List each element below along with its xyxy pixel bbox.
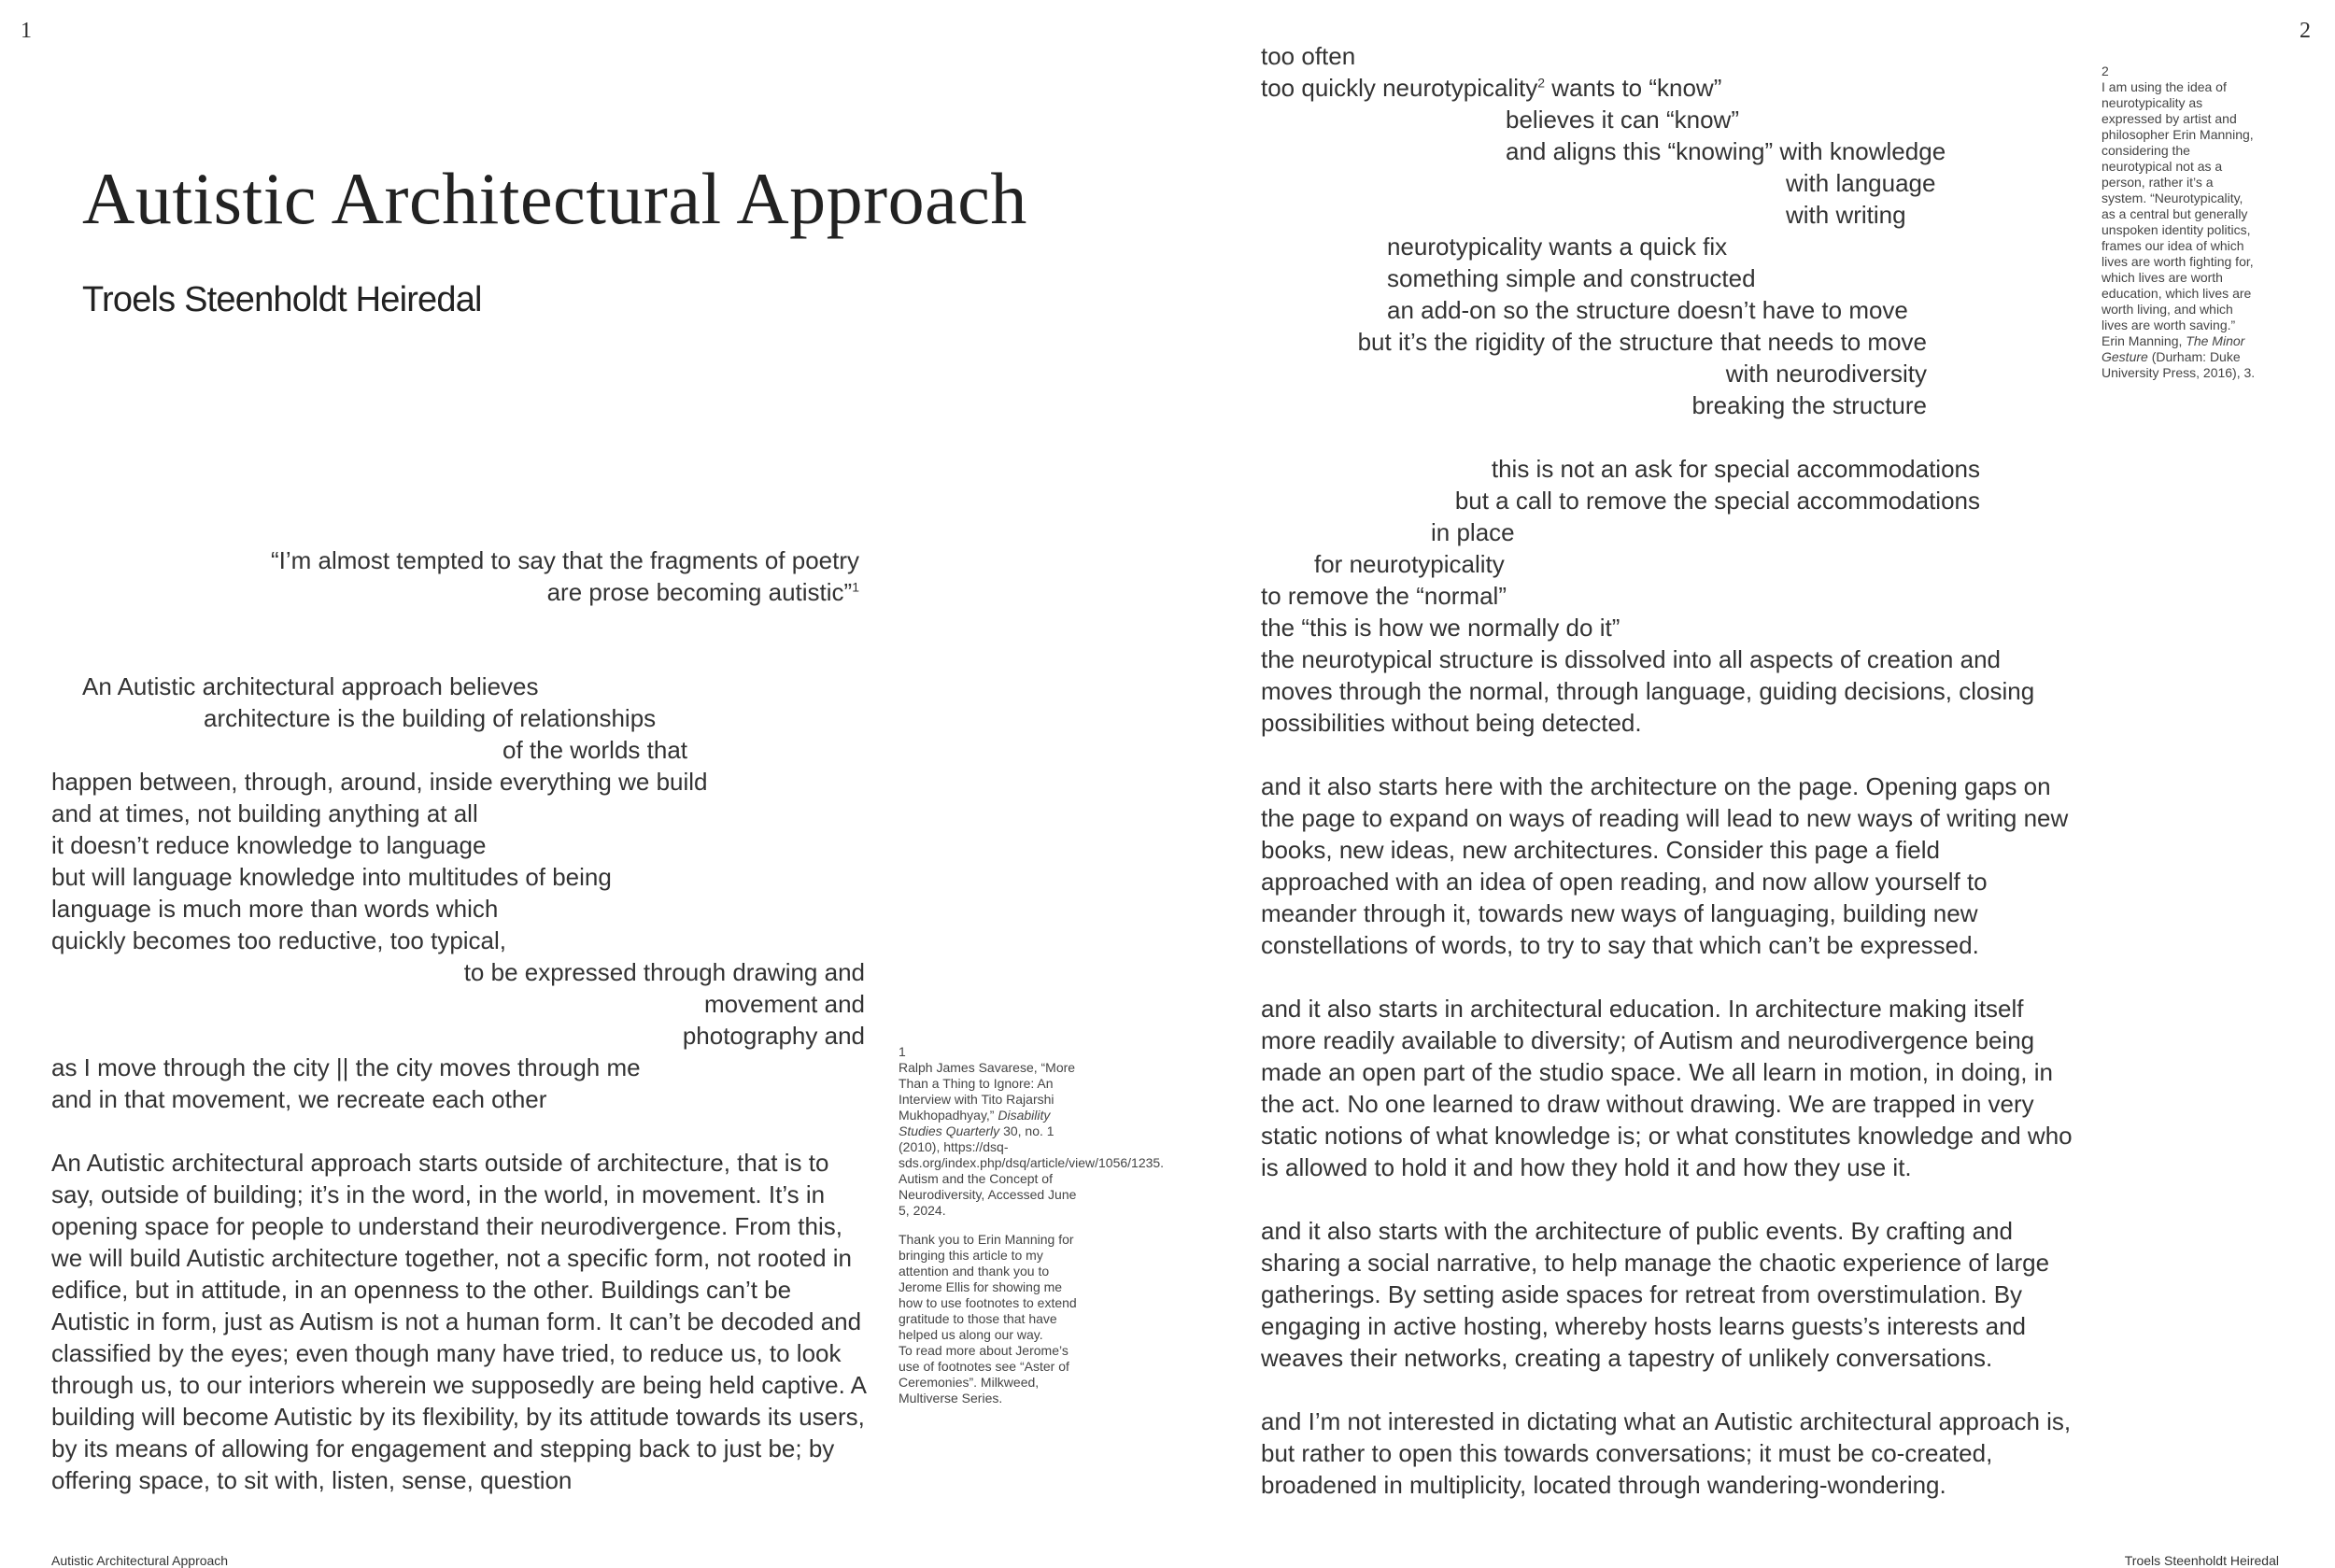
page-number-right: 2: [2300, 19, 2311, 43]
poem-left-line: photography and: [682, 1022, 865, 1050]
poem-left-line: of the worlds that: [502, 736, 687, 764]
footnote-2-number: 2: [2102, 64, 2109, 78]
footnote-1: [899, 1044, 1165, 1406]
footnote-1-more: To read more about Jerome’s use of footnotes see “Aster of Ceremonies”. Milkweed, Multiverse Series.: [899, 1343, 1069, 1406]
poem-left-line: An Autistic architectural approach believes: [82, 672, 539, 700]
poem-right-line: with neurodiversity: [1725, 360, 1927, 388]
right-body-paragraph: the neurotypical structure is dissolved into all aspects of creation and moves through the normal, through language, guiding decisions, closing possibilities without being detected.: [1261, 645, 2035, 737]
poem-right-line: with writing: [1786, 201, 1906, 229]
poem-left-line: to be expressed through drawing and: [463, 958, 865, 986]
poem-right-line: and aligns this “knowing” with knowledge: [1506, 137, 1946, 165]
poem-right-line: the “this is how we normally do it”: [1261, 614, 1620, 642]
footnote-2: [2102, 64, 2260, 381]
poem-left-line: quickly becomes too reductive, too typical,: [51, 926, 507, 954]
footnote-1-citation: Ralph James Savarese, “More Than a Thing to Ignore: An Interview with Tito Rajarshi Mukhopadhyay,” Disability Studies Quarterly 30, no. 1 (2010), https://dsq-sds.org/index.php/dsq/article/view/1056/1235. Autism and the Concept of Neurodiversity, Accessed June 5, 2024.: [899, 1060, 1165, 1218]
left-body-paragraph: An Autistic architectural approach starts outside of architecture, that is to say, outside of building; it’s in the word, in the world, in movement. It’s in opening space for people to understand their neurodivergence. From this, we will build Autistic architecture together, not a specific form, not rooted in edifice, but in attitude, in an openness to the other. Buildings can’t be Autistic in form, just as Autism is not a human form. It can’t be decoded and classified by the eyes; even though many have tried, to reduce us, to look through us, to our interiors wherein we supposedly are being held captive. A building will become Autistic by its flexibility, by its attitude towards its users, by its means of allowing for engagement and stepping back to just be; by offering space, to sit with, listen, sense, question: [51, 1149, 866, 1494]
poem-right-line: in place: [1431, 518, 1515, 546]
footnote-1-thanks: Thank you to Erin Manning for bringing this article to my attention and thank you to Jerome Ellis for showing me how to use footnotes to extend gratitude to those that have helped us along our way.: [899, 1232, 1077, 1342]
footer-left: Autistic Architectural Approach: [51, 1553, 229, 1568]
author-name: Troels Steenholdt Heiredal: [82, 280, 482, 319]
poem-right-line: this is not an ask for special accommodations: [1491, 455, 1980, 483]
poem-right-line: an add-on so the structure doesn’t have to move: [1387, 296, 1908, 324]
poem-right-line: for neurotypicality: [1314, 550, 1505, 578]
epigraph-line-1: “I’m almost tempted to say that the fragments of poetry: [270, 546, 859, 574]
poem-right-line: neurotypicality wants a quick fix: [1387, 233, 1728, 261]
epigraph-line-2: are prose becoming autistic”$^1$: [546, 578, 859, 606]
poem-right-line: breaking the structure: [1691, 391, 1927, 419]
poem-right-line: but a call to remove the special accommodations: [1454, 487, 1980, 515]
poem-left-line: and at times, not building anything at all: [51, 799, 478, 827]
poem-left-line: it doesn’t reduce knowledge to language: [51, 831, 487, 859]
right-body-paragraph: and it also starts with the architecture of public events. By crafting and sharing a social narrative, to help manage the chaotic experience of large gatherings. By setting aside spaces for retreat from overstimulation. By engaging in active hosting, whereby hosts learns guests’s interests and weaves their networks, creating a tapestry of unlikely conversations.: [1261, 1217, 2050, 1372]
poem-right-line: something simple and constructed: [1387, 264, 1756, 292]
poem-left-line: architecture is the building of relationships: [204, 704, 657, 732]
poem-left-line: and in that movement, we recreate each other: [51, 1085, 547, 1113]
footer-right: Troels Steenholdt Heiredal: [2124, 1553, 2279, 1568]
page-number-left: 1: [21, 19, 32, 43]
poem-right-line: believes it can “know”: [1506, 106, 1739, 134]
poem-left-line: happen between, through, around, inside everything we build: [51, 768, 708, 796]
footnote-2-text: I am using the idea of neurotypicality as expressed by artist and philosopher Erin Manning, considering the neurotypical not as a person, rather it’s a system. “Neurotypicality, as a central but generally unspoken identity politics, frames our idea of which lives are worth fighting for, which lives are worth education, which lives are worth living, and which lives are worth saving.” Erin Manning, The Minor Gesture (Durham: Duke University Press, 2016), 3.: [2102, 79, 2256, 380]
right-body-paragraph: and it also starts here with the architecture on the page. Opening gaps on the page to expand on ways of reading will lead to new ways of writing new books, new ideas, new architectures. Consider this page a field approached with an idea of open reading, and now allow yourself to meander through it, towards new ways of languaging, building new constellations of words, to try to say that which can’t be expressed.: [1261, 772, 2069, 959]
poem-right-line: but it’s the rigidity of the structure that needs to move: [1357, 328, 1927, 356]
poem-left-line: but will language knowledge into multitudes of being: [51, 863, 612, 891]
poem-right-line: to remove the “normal”: [1261, 582, 1507, 610]
page-title: Autistic Architectural Approach: [82, 158, 1027, 239]
poem-right-line: with language: [1786, 169, 1936, 197]
poem-left-line: as I move through the city || the city moves through me: [51, 1053, 641, 1081]
poem-left-line: movement and: [704, 990, 865, 1018]
poem-left-line: language is much more than words which: [51, 895, 499, 923]
right-body-paragraph: and I’m not interested in dictating what an Autistic architectural approach is, but rather to open this towards conversations; it must be co-created, broadened in multiplicity, located through wandering-wondering.: [1261, 1407, 2072, 1499]
poem-right-line: too often: [1261, 42, 1356, 70]
poem-right-line: too quickly neurotypicality$^2$ wants to “know”: [1261, 74, 1722, 102]
footnote-1-number: 1: [899, 1044, 906, 1059]
right-body-paragraph: and it also starts in architectural education. In architecture making itself more readily available to diversity; of Autism and neurodivergence being made an open part of the studio space. We all learn in motion, in doing, in the act. No one learned to draw without drawing. We are trapped in very static notions of what knowledge is; or what constitutes knowledge and who is allowed to hold it and how they hold it and how they use it.: [1261, 995, 2073, 1181]
